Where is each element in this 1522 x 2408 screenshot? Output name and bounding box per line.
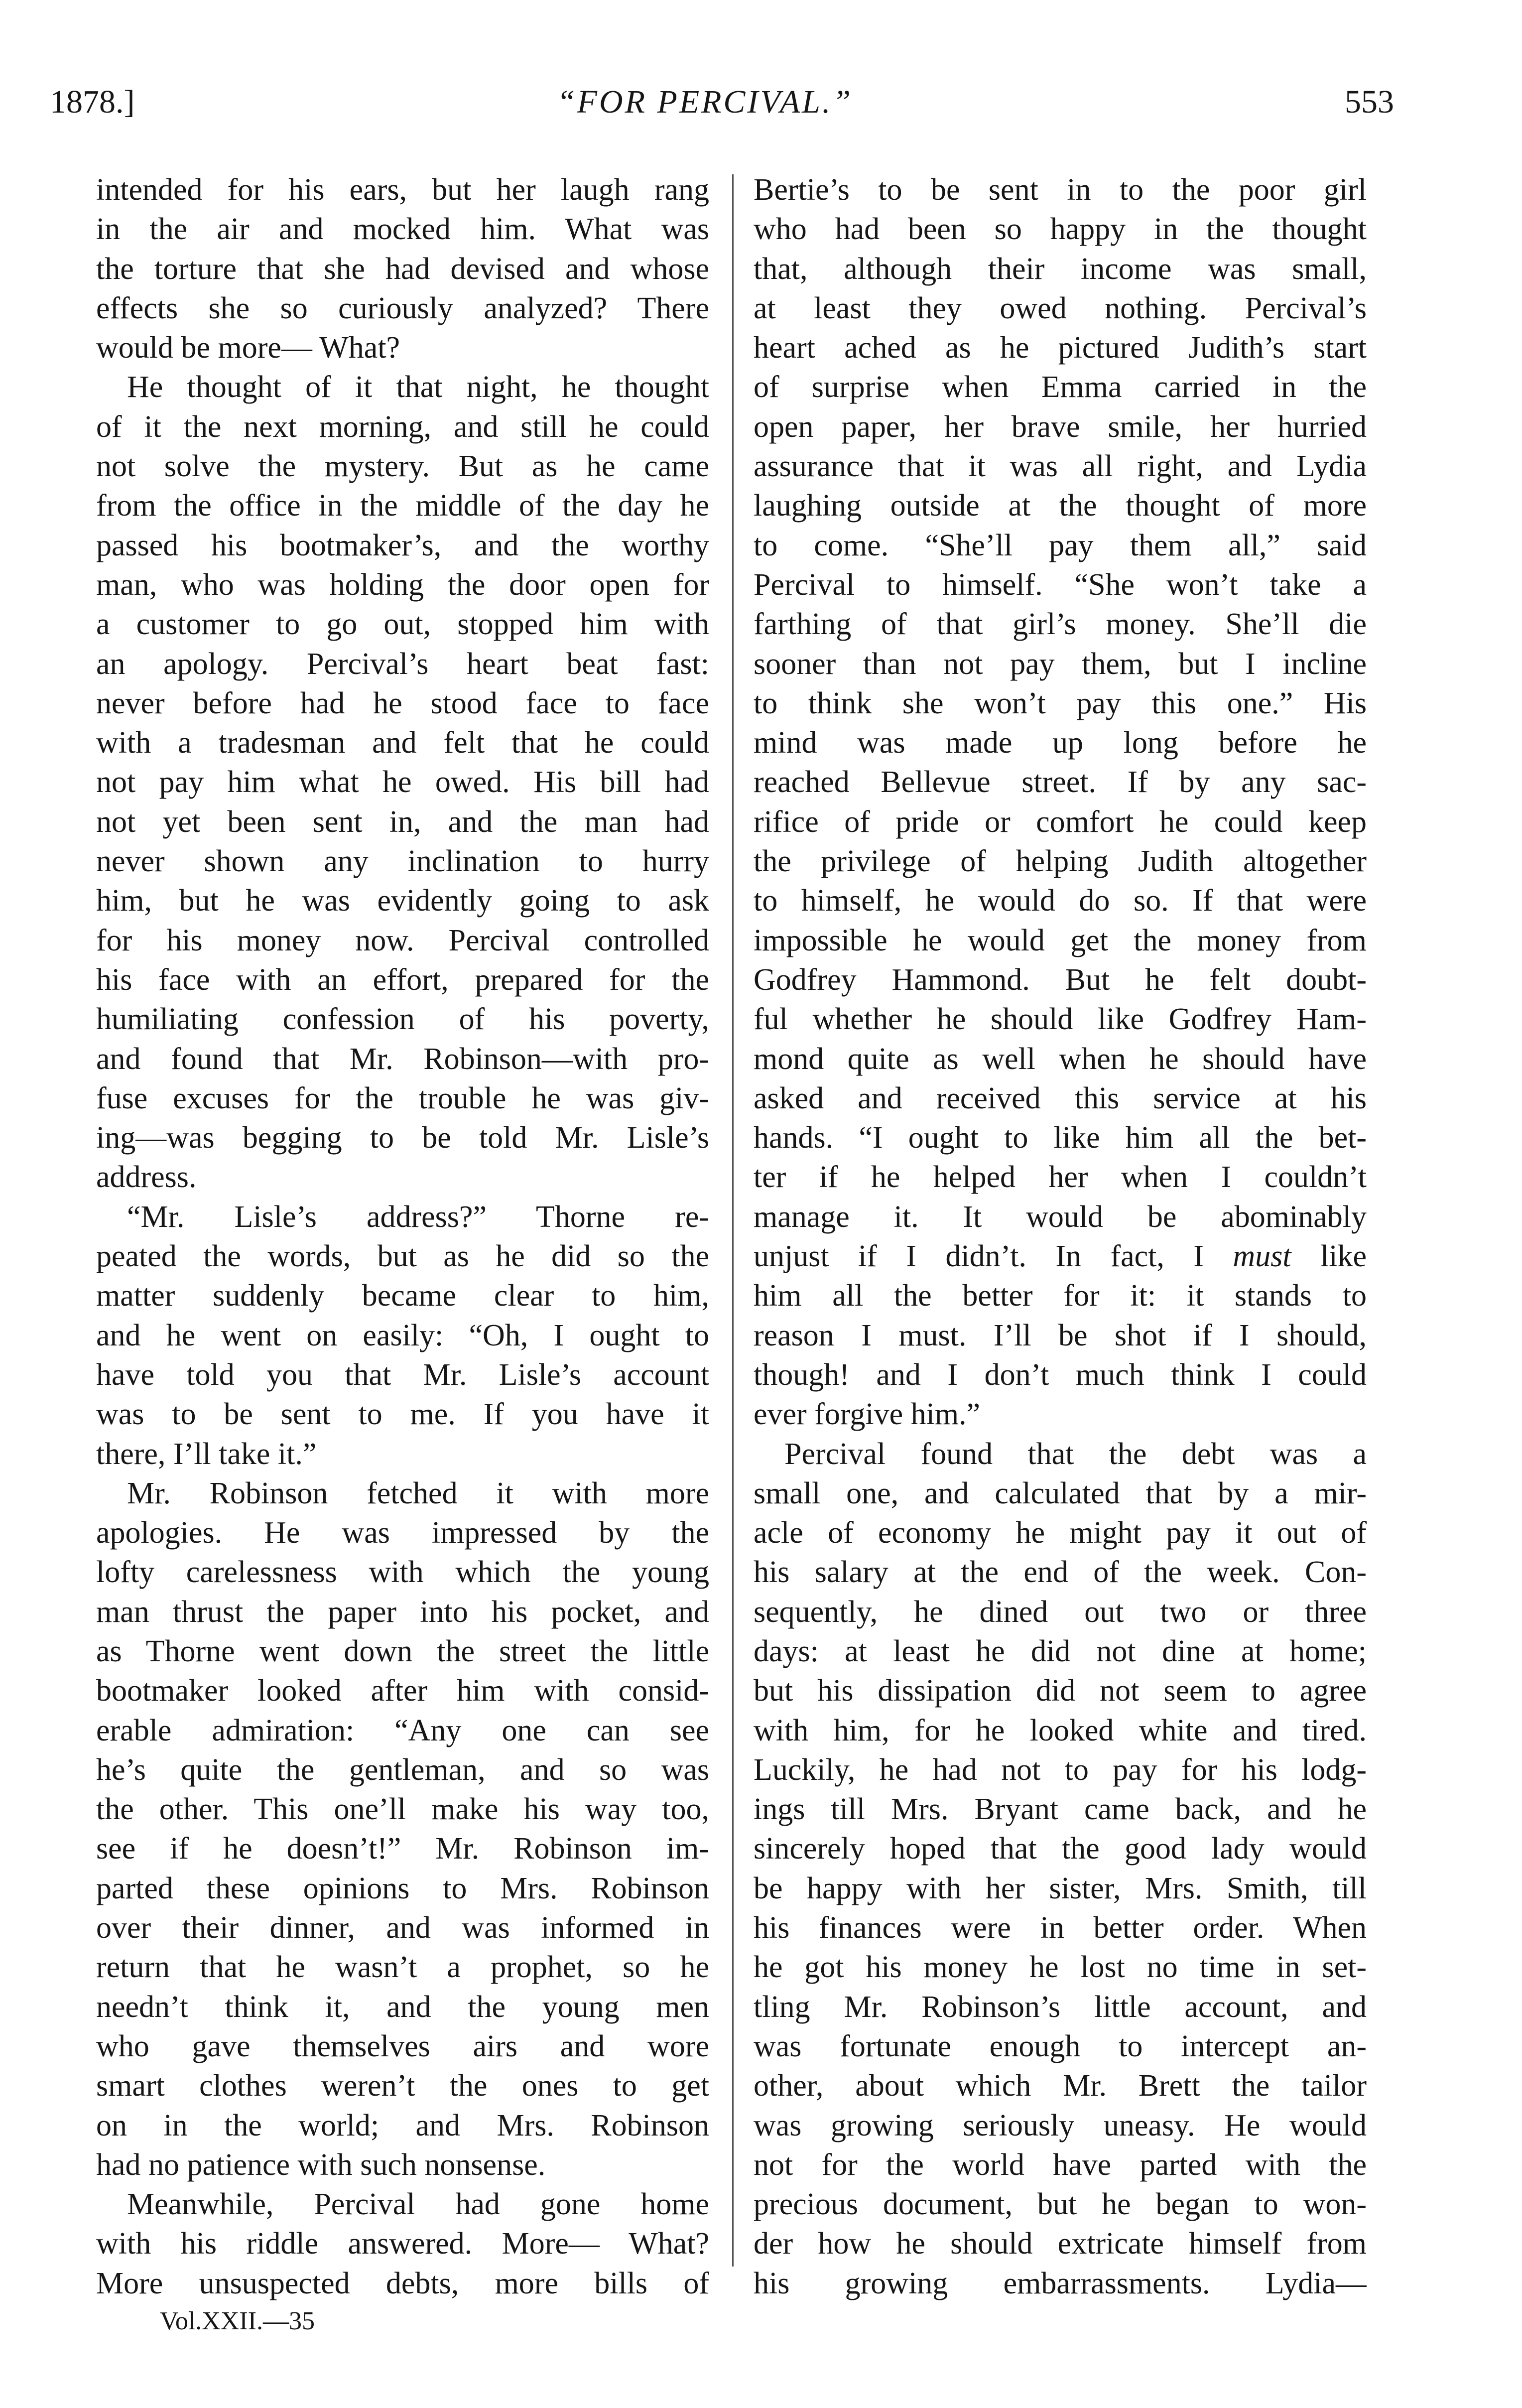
text-line: effects she so curiously analyzed? There <box>96 291 709 325</box>
text-line: his salary at the end of the week. Con- <box>754 1555 1367 1590</box>
text-line: as Thorne went down the street the little <box>96 1634 709 1668</box>
text-line: mind was made up long before he <box>754 726 1367 760</box>
text-line: not pay him what he owed. His bill had <box>96 765 709 800</box>
text-line: his growing embarrassments. Lydia— <box>754 2266 1367 2300</box>
text-line: not for the world have parted with the <box>754 2147 1367 2182</box>
text-line: with a tradesman and felt that he could <box>96 726 709 760</box>
text-line: be happy with her sister, Mrs. Smith, till <box>754 1871 1367 1905</box>
text-line: he’s quite the gentleman, and so was <box>96 1752 709 1787</box>
text-line: and he went on easily: “Oh, I ought to <box>96 1318 709 1352</box>
text-line: hands. “I ought to like him all the bet- <box>754 1121 1367 1155</box>
text-line: the other. This one’ll make his way too, <box>96 1792 709 1827</box>
text-line: open paper, her brave smile, her hurried <box>754 409 1367 444</box>
text-line: for his money now. Percival controlled <box>96 923 709 957</box>
text-line: peated the words, but as he did so the <box>96 1239 709 1274</box>
italic-word: must <box>1233 1239 1291 1274</box>
text-line: with his riddle answered. More— What? <box>96 2227 709 2261</box>
text-line: ever forgive him.” <box>754 1397 981 1432</box>
text-line: from the office in the middle of the day he <box>96 489 709 523</box>
text-line: Godfrey Hammond. But he felt doubt- <box>754 962 1367 997</box>
text-line: though! and I don’t much think I could <box>754 1357 1367 1392</box>
text-line: have told you that Mr. Lisle’s account <box>96 1357 709 1392</box>
text-line: lofty carelessness with which the young <box>96 1555 709 1590</box>
text-line: the privilege of helping Judith altogether <box>754 844 1367 879</box>
text-line: parted these opinions to Mrs. Robinson <box>96 1871 709 1905</box>
text-line: would be more— What? <box>96 331 400 365</box>
text-line: Percival to himself. “She won’t take a <box>754 567 1367 602</box>
text-line: Mr. Robinson fetched it with more <box>127 1476 709 1510</box>
text-line: on in the world; and Mrs. Robinson <box>96 2108 709 2142</box>
text-line: him all the better for it: it stands to <box>754 1279 1367 1313</box>
text-line: and found that Mr. Robinson—with pro- <box>96 1042 709 1076</box>
text-column-right <box>754 170 1367 2303</box>
text-line: assurance that it was all right, and Lydia <box>754 449 1367 484</box>
text-line: asked and received this service at his <box>754 1081 1367 1115</box>
text-line: impossible he would get the money from <box>754 923 1367 957</box>
text-line: reached Bellevue street. If by any sac- <box>754 765 1367 800</box>
text-line: rifice of pride or comfort he could keep <box>754 804 1367 839</box>
text-line: Meanwhile, Percival had gone home <box>127 2187 709 2222</box>
signature-mark: Vol.XXII.—35 <box>160 2307 315 2335</box>
text-line: his face with an effort, prepared for the <box>96 962 709 997</box>
text-line: was fortunate enough to intercept an- <box>754 2029 1367 2063</box>
text-line: sooner than not pay them, but I incline <box>754 647 1367 681</box>
text-segment: unjust if I didn’t. In fact, I <box>754 1239 1233 1274</box>
text-line: humiliating confession of his poverty, <box>96 1002 709 1037</box>
text-line: manage it. It would be abominably <box>754 1200 1367 1234</box>
text-line: ing—was begging to be told Mr. Lisle’s <box>96 1121 709 1155</box>
text-line: Luckily, he had not to pay for his lodg- <box>754 1752 1367 1787</box>
text-line: that, although their income was small, <box>754 252 1367 286</box>
text-line: not solve the mystery. But as he came <box>96 449 709 484</box>
text-line: bootmaker looked after him with consid- <box>96 1674 709 1708</box>
page-number: 553 <box>1345 84 1394 120</box>
text-line: but his dissipation did not seem to agree <box>754 1674 1367 1708</box>
text-line: to come. “She’ll pay them all,” said <box>754 528 1367 562</box>
running-head-year: 1878.] <box>50 84 135 120</box>
text-segment: like <box>1291 1239 1367 1274</box>
text-line: More unsuspected debts, more bills of <box>96 2266 709 2300</box>
text-line: fuse excuses for the trouble he was giv- <box>96 1081 709 1115</box>
text-column-left <box>96 170 709 2303</box>
text-line: there, I’ll take it.” <box>96 1437 317 1471</box>
text-line: passed his bootmaker’s, and the worthy <box>96 528 709 562</box>
text-line: He thought of it that night, he thought <box>127 370 709 404</box>
text-line: man thrust the paper into his pocket, and <box>96 1595 709 1629</box>
text-line: who had been so happy in the thought <box>754 212 1367 247</box>
text-line: never before had he stood face to face <box>96 686 709 720</box>
text-line: sincerely hoped that the good lady would <box>754 1832 1367 1866</box>
text-line: in the air and mocked him. What was <box>96 212 709 247</box>
text-line: not yet been sent in, and the man had <box>96 804 709 839</box>
text-line: mond quite as well when he should have <box>754 1042 1367 1076</box>
text-line: never shown any inclination to hurry <box>96 844 709 879</box>
text-line: laughing outside at the thought of more <box>754 489 1367 523</box>
text-line: his finances were in better order. When <box>754 1911 1367 1945</box>
text-line: erable admiration: “Any one can see <box>96 1713 709 1747</box>
text-line: was to be sent to me. If you have it <box>96 1397 709 1432</box>
text-line: an apology. Percival’s heart beat fast: <box>96 647 709 681</box>
text-line: he got his money he lost no time in set- <box>754 1950 1367 1985</box>
text-line: see if he doesn’t!” Mr. Robinson im- <box>96 1832 709 1866</box>
text-line: days: at least he did not dine at home; <box>754 1634 1367 1668</box>
text-line: him, but he was evidently going to ask <box>96 884 709 918</box>
text-line: heart ached as he pictured Judith’s start <box>754 331 1367 365</box>
text-line: acle of economy he might pay it out of <box>754 1516 1367 1550</box>
text-line: Percival found that the debt was a <box>784 1437 1367 1471</box>
text-line: sequently, he dined out two or three <box>754 1595 1367 1629</box>
text-line: address. <box>96 1160 197 1195</box>
text-line: was growing seriously uneasy. He would <box>754 2108 1367 2142</box>
text-line <box>754 1237 1367 1276</box>
text-line: to think she won’t pay this one.” His <box>754 686 1367 720</box>
text-line: small one, and calculated that by a mir- <box>754 1476 1367 1510</box>
text-line: smart clothes weren’t the ones to get <box>96 2069 709 2103</box>
text-line: Bertie’s to be sent in to the poor girl <box>754 173 1367 207</box>
text-line: with him, for he looked white and tired. <box>754 1713 1367 1747</box>
text-line: of surprise when Emma carried in the <box>754 370 1367 404</box>
text-line: der how he should extricate himself from <box>754 2227 1367 2261</box>
text-line: at least they owed nothing. Percival’s <box>754 291 1367 325</box>
text-line: the torture that she had devised and whose <box>96 252 709 286</box>
text-line: other, about which Mr. Brett the tailor <box>754 2069 1367 2103</box>
text-line: ings till Mrs. Bryant came back, and he <box>754 1792 1367 1827</box>
text-line: precious document, but he began to won- <box>754 2187 1367 2222</box>
text-line: ter if he helped her when I couldn’t <box>754 1160 1367 1195</box>
text-line: matter suddenly became clear to him, <box>96 1279 709 1313</box>
text-line: had no patience with such nonsense. <box>96 2147 546 2182</box>
text-line: of it the next morning, and still he could <box>96 409 709 444</box>
text-line: ful whether he should like Godfrey Ham- <box>754 1002 1367 1037</box>
text-line: over their dinner, and was informed in <box>96 1911 709 1945</box>
text-line: farthing of that girl’s money. She’ll die <box>754 607 1367 642</box>
text-line: intended for his ears, but her laugh rang <box>96 173 709 207</box>
text-line: to himself, he would do so. If that were <box>754 884 1367 918</box>
text-line: man, who was holding the door open for <box>96 567 709 602</box>
text-line: apologies. He was impressed by the <box>96 1516 709 1550</box>
text-line: needn’t think it, and the young men <box>96 1990 709 2024</box>
text-line: who gave themselves airs and wore <box>96 2029 709 2063</box>
text-line: “Mr. Lisle’s address?” Thorne re- <box>127 1200 709 1234</box>
text-line: a customer to go out, stopped him with <box>96 607 709 642</box>
text-line: return that he wasn’t a prophet, so he <box>96 1950 709 1985</box>
running-head-title: “FOR PERCIVAL.” <box>556 84 853 120</box>
text-line: tling Mr. Robinson’s little account, and <box>754 1990 1367 2024</box>
text-line: reason I must. I’ll be shot if I should, <box>754 1318 1367 1352</box>
column-divider <box>732 174 734 2267</box>
